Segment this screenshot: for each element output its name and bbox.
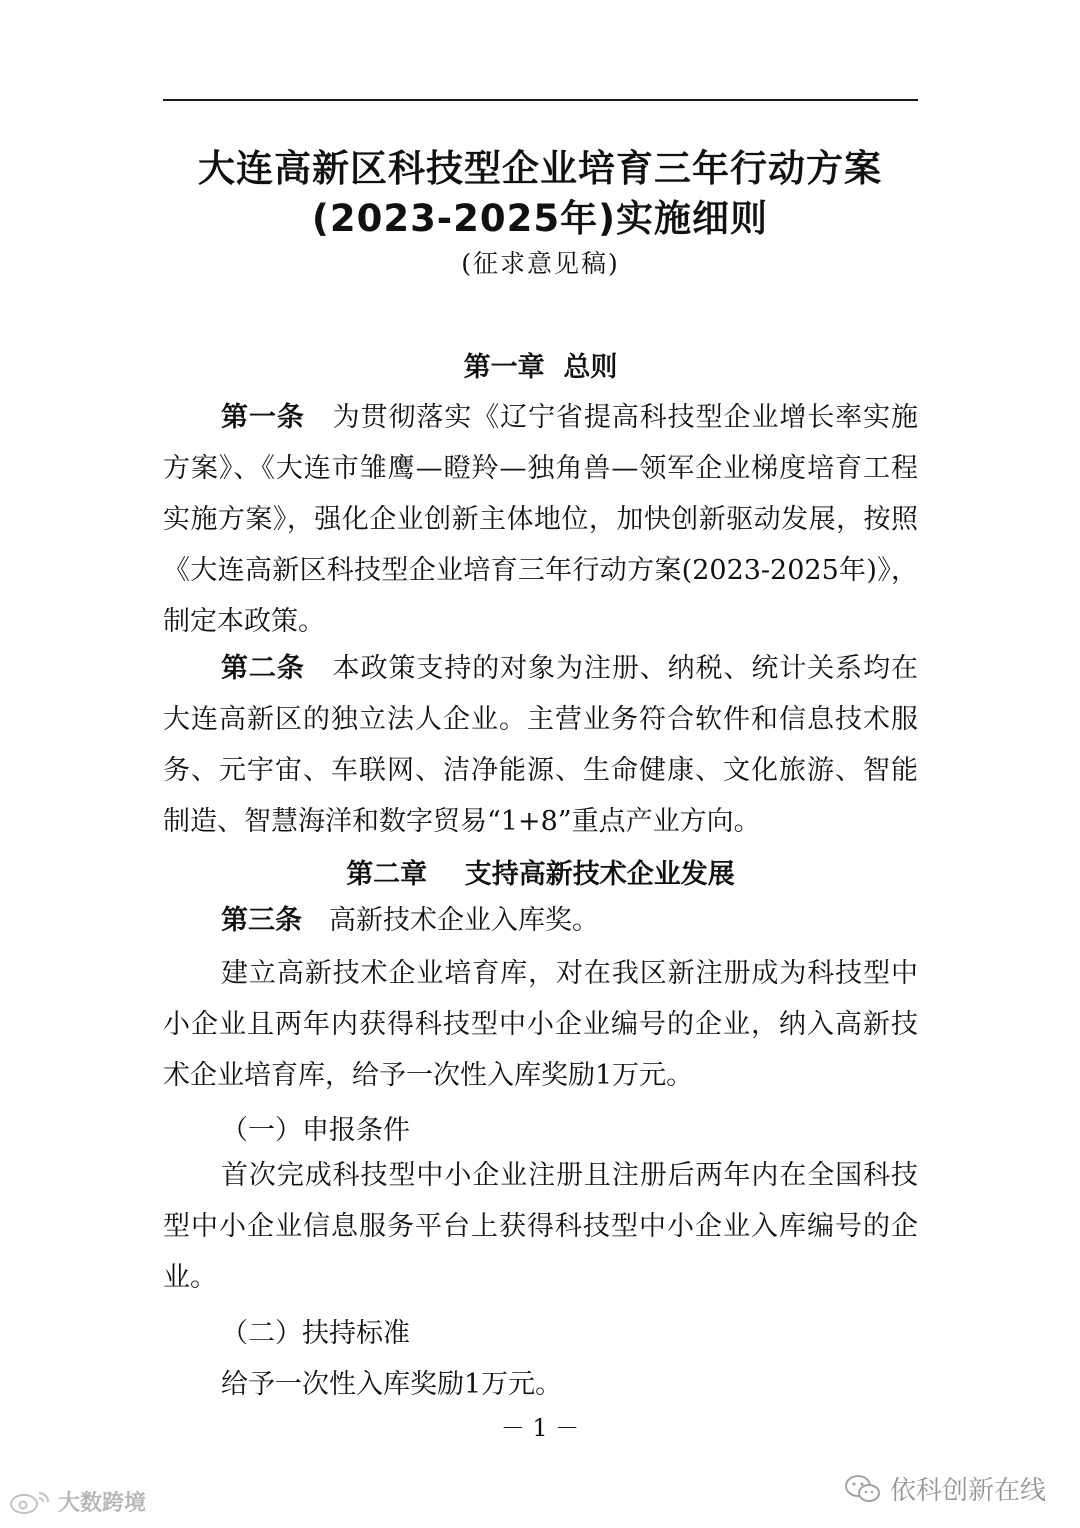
article2-paragraph: [163, 643, 918, 847]
watermark-left-text: 大数跨境: [58, 1491, 147, 1516]
header-rule: [163, 99, 918, 101]
page-number: － 1 －: [500, 1414, 580, 1442]
section2-text: 给予一次性入库奖励1万元。: [221, 1369, 563, 1400]
chapter2-heading: 第二章 支持高新技术企业发展: [346, 859, 735, 890]
article1-paragraph: [163, 392, 918, 647]
document-title-line2: (2023-2025年)实施细则: [311, 197, 769, 240]
article2-text: 本政策支持的对象为注册、纳税、统计关系均在大连高新区的独立法人企业。主营业务符合软件和信息技术服务、元宇宙、车联网、洁净能源、生命健康、文化旅游、智能制造、智慧海洋和数字贸易“1+8”重点产业方向。: [163, 653, 919, 837]
weibo-logo-icon: [8, 1489, 52, 1515]
section1-paragraph: 首次完成科技型中小企业注册且注册后两年内在全国科技型中小企业信息服务平台上获得科技型中小企业入库编号的企业。: [163, 1160, 918, 1293]
article3-text: 高新技术企业入库奖。: [329, 905, 599, 936]
article1-text: 为贯彻落实《辽宁省提高科技型企业增长率实施方案》、《大连市雏鹰—瞪羚—独角兽—领军企业梯度培育工程实施方案》，强化企业创新主体地位，加快创新驱动发展，按照《大连高新区科技型企业培育三年行动方案(2023-2025年)》，制定本政策。: [163, 402, 919, 637]
article1-label: 第一条: [221, 402, 305, 433]
watermark-left: [8, 1486, 146, 1517]
wechat-icon: [844, 1474, 882, 1504]
chapter1-heading: 第一章 总则: [463, 352, 618, 383]
section1-heading: （一）申报条件: [221, 1115, 410, 1146]
section2-heading: （二）扶持标准: [221, 1318, 410, 1349]
document-subtitle: (征求意见稿): [461, 249, 620, 278]
chapter2-intro-paragraph: 建立高新技术企业培育库，对在我区新注册成为科技型中小企业且两年内获得科技型中小企业编号的企业，纳入高新技术企业培育库，给予一次性入库奖励1万元。: [163, 958, 918, 1091]
watermark-right: [844, 1470, 1046, 1507]
article2-label: 第二条: [221, 653, 305, 684]
article3-label: 第三条: [221, 905, 302, 936]
document-title-line1: 大连高新区科技型企业培育三年行动方案: [198, 147, 882, 190]
watermark-right-text: 依科创新在线: [889, 1476, 1046, 1506]
article3-paragraph: [163, 895, 918, 946]
